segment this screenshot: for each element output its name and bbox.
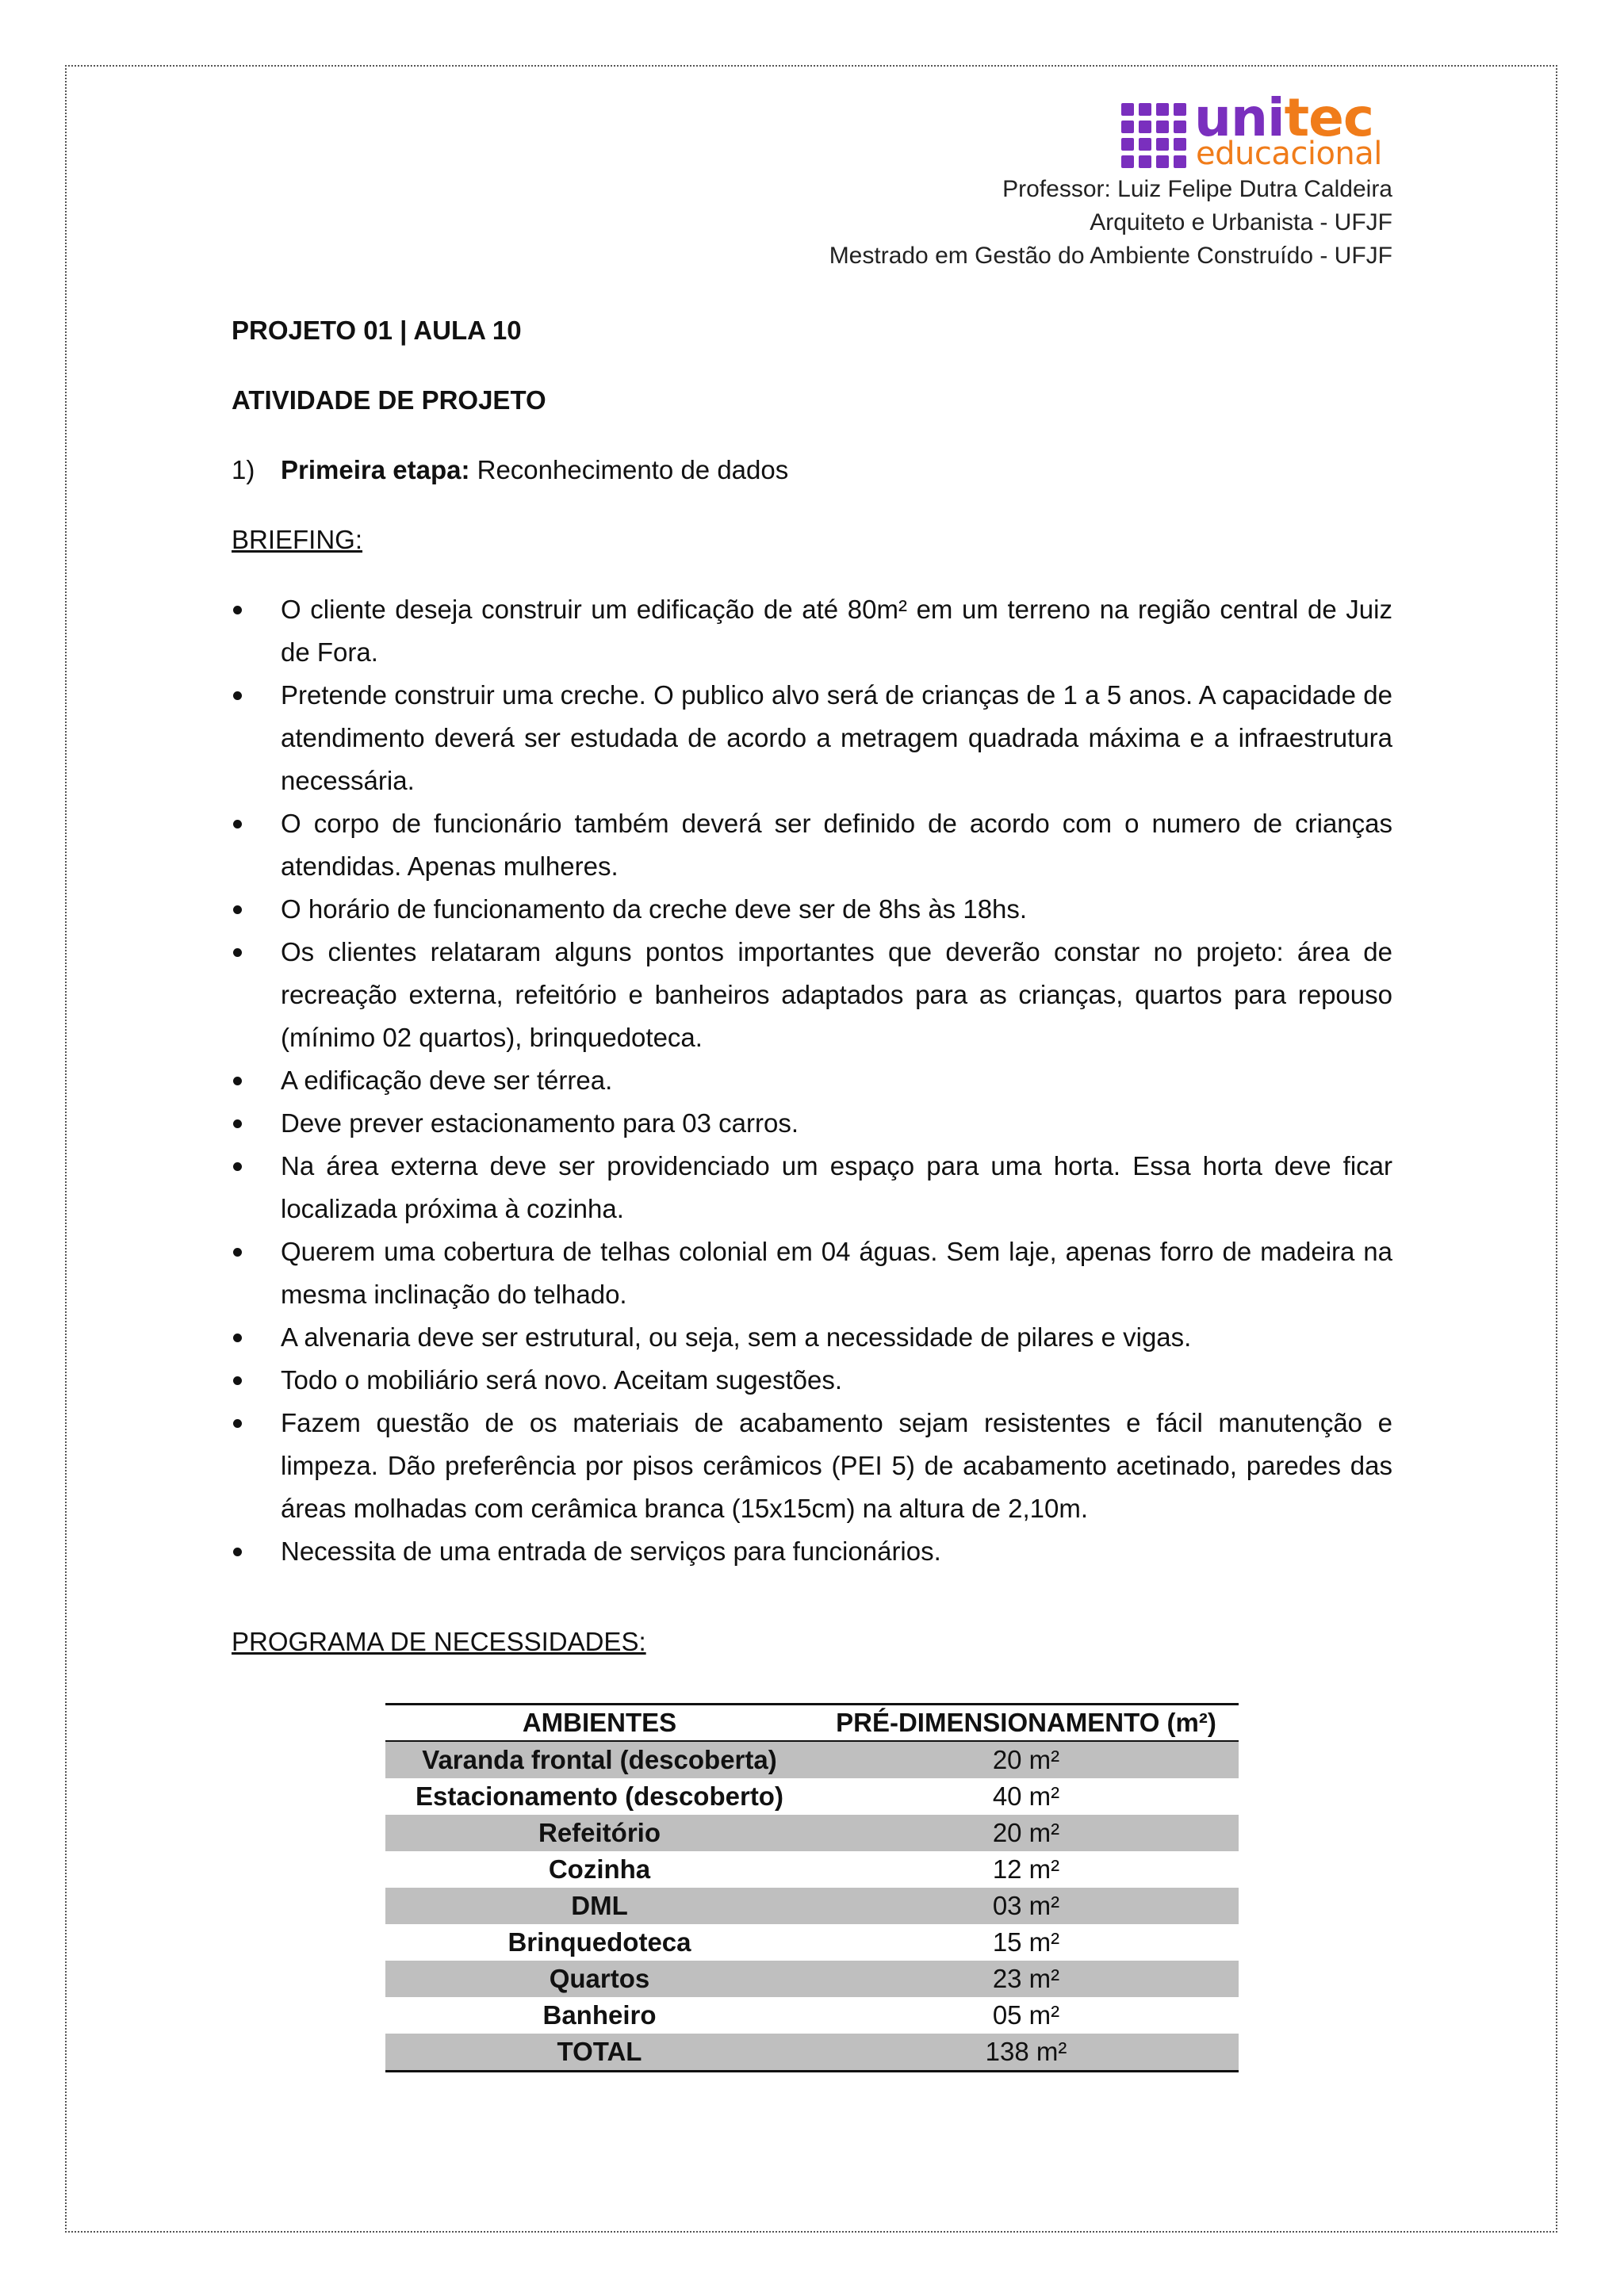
- briefing-item: O horário de funcionamento da creche deve ser de 8hs às 18hs.: [232, 888, 1392, 931]
- table-row: [385, 1778, 1239, 1815]
- briefing-item: Querem uma cobertura de telhas colonial em 04 águas. Sem laje, apenas forro de madeira na mesma inclinação do telhado.: [232, 1230, 1392, 1316]
- ambiente-cell: Cozinha: [548, 1854, 651, 1884]
- logo-subtitle: educacional: [1196, 136, 1382, 172]
- briefing-list: [232, 588, 1392, 1573]
- briefing-item: A edificação deve ser térrea.: [232, 1059, 1392, 1102]
- area-cell: 40 m²: [992, 1781, 1060, 1811]
- table-row: [385, 1815, 1239, 1851]
- table-row: [385, 1961, 1239, 1997]
- step-line: [232, 449, 1392, 492]
- ambiente-cell: Banheiro: [542, 2000, 657, 2030]
- area-cell: 23 m²: [814, 1961, 1239, 1997]
- briefing-item: Necessita de uma entrada de serviços para funcionários.: [232, 1530, 1392, 1573]
- area-cell: 15 m²: [992, 1927, 1060, 1957]
- area-cell: 20 m²: [814, 1741, 1239, 1778]
- logo-wordmark: unitec: [1194, 87, 1374, 148]
- briefing-item: A alvenaria deve ser estrutural, ou seja, sem a necessidade de pilares e vigas.: [232, 1316, 1392, 1359]
- area-cell: 03 m²: [814, 1888, 1239, 1924]
- briefing-item: Fazem questão de os materiais de acabamento sejam resistentes e fácil manutenção e limpeza. Dão preferência por pisos cerâmicos (PEI 5) de acabamento acetinado, paredes das áreas molhadas com cerâmica branca (15x15cm) na altura de 2,10m.: [232, 1402, 1392, 1530]
- area-cell: 12 m²: [992, 1854, 1060, 1884]
- briefing-item: Pretende construir uma creche. O publico alvo será de crianças de 1 a 5 anos. A capacidade de atendimento deverá ser estudada de acordo a metragem quadrada máxima e a infraestrutura necessária.: [232, 674, 1392, 802]
- unitec-logo: [1121, 87, 1382, 172]
- area-cell: 05 m²: [992, 2000, 1060, 2030]
- header-ambientes: AMBIENTES: [385, 1705, 814, 1742]
- programa-label: PROGRAMA DE NECESSIDADES:: [232, 1627, 646, 1656]
- briefing-item: O cliente deseja construir um edificação de até 80m² em um terreno na região central de Juiz de Fora.: [232, 588, 1392, 674]
- briefing-item: Os clientes relataram alguns pontos importantes que deverão constar no projeto: área de recreação externa, refeitório e banheiros adaptados para as crianças, quartos para repouso (mínimo 02 quartos), brinquedoteca.: [232, 931, 1392, 1059]
- professor-line: Professor: Luiz Felipe Dutra Caldeira: [1002, 176, 1392, 202]
- doc-subtitle: ATIVIDADE DE PROJETO: [232, 385, 546, 415]
- step-bold: Primeira etapa:: [281, 455, 470, 484]
- ambiente-cell: Estacionamento (descoberto): [416, 1781, 783, 1811]
- ambiente-cell: Varanda frontal (descoberta): [385, 1741, 814, 1778]
- briefing-label: BRIEFING:: [232, 525, 363, 554]
- briefing-item: Todo o mobiliário será novo. Aceitam sugestões.: [232, 1359, 1392, 1402]
- briefing-item: Deve prever estacionamento para 03 carros.: [232, 1102, 1392, 1145]
- table-row: [385, 1924, 1239, 1961]
- table-row: [385, 1741, 1239, 1778]
- document-body: [232, 309, 1392, 1663]
- briefing-item: Na área externa deve ser providenciado um espaço para uma horta. Essa horta deve ficar localizada próxima à cozinha.: [232, 1145, 1392, 1230]
- ambiente-cell: TOTAL: [385, 2034, 814, 2072]
- ambiente-cell: Brinquedoteca: [508, 1927, 691, 1957]
- table-row: [385, 1888, 1239, 1924]
- step-number: 1): [232, 455, 255, 484]
- table-row: [385, 1851, 1239, 1888]
- logo-grid-icon: [1121, 103, 1186, 168]
- programa-table: [385, 1703, 1239, 2072]
- doc-title: PROJETO 01 | AULA 10: [232, 316, 522, 345]
- area-cell: 138 m²: [814, 2034, 1239, 2072]
- briefing-item: O corpo de funcionário também deverá ser definido de acordo com o numero de crianças atendidas. Apenas mulheres.: [232, 802, 1392, 888]
- ambiente-cell: Refeitório: [385, 1815, 814, 1851]
- table-row: [385, 2034, 1239, 2072]
- step-text: Reconhecimento de dados: [477, 455, 789, 484]
- area-cell: 20 m²: [814, 1815, 1239, 1851]
- header-predim: PRÉ-DIMENSIONAMENTO (m²): [814, 1705, 1239, 1742]
- masters-line: Mestrado em Gestão do Ambiente Construído - UFJF: [829, 243, 1392, 269]
- table-row: [385, 1997, 1239, 2034]
- profession-line: Arquiteto e Urbanista - UFJF: [1090, 209, 1392, 235]
- ambiente-cell: DML: [385, 1888, 814, 1924]
- header-info: [829, 173, 1392, 273]
- ambiente-cell: Quartos: [385, 1961, 814, 1997]
